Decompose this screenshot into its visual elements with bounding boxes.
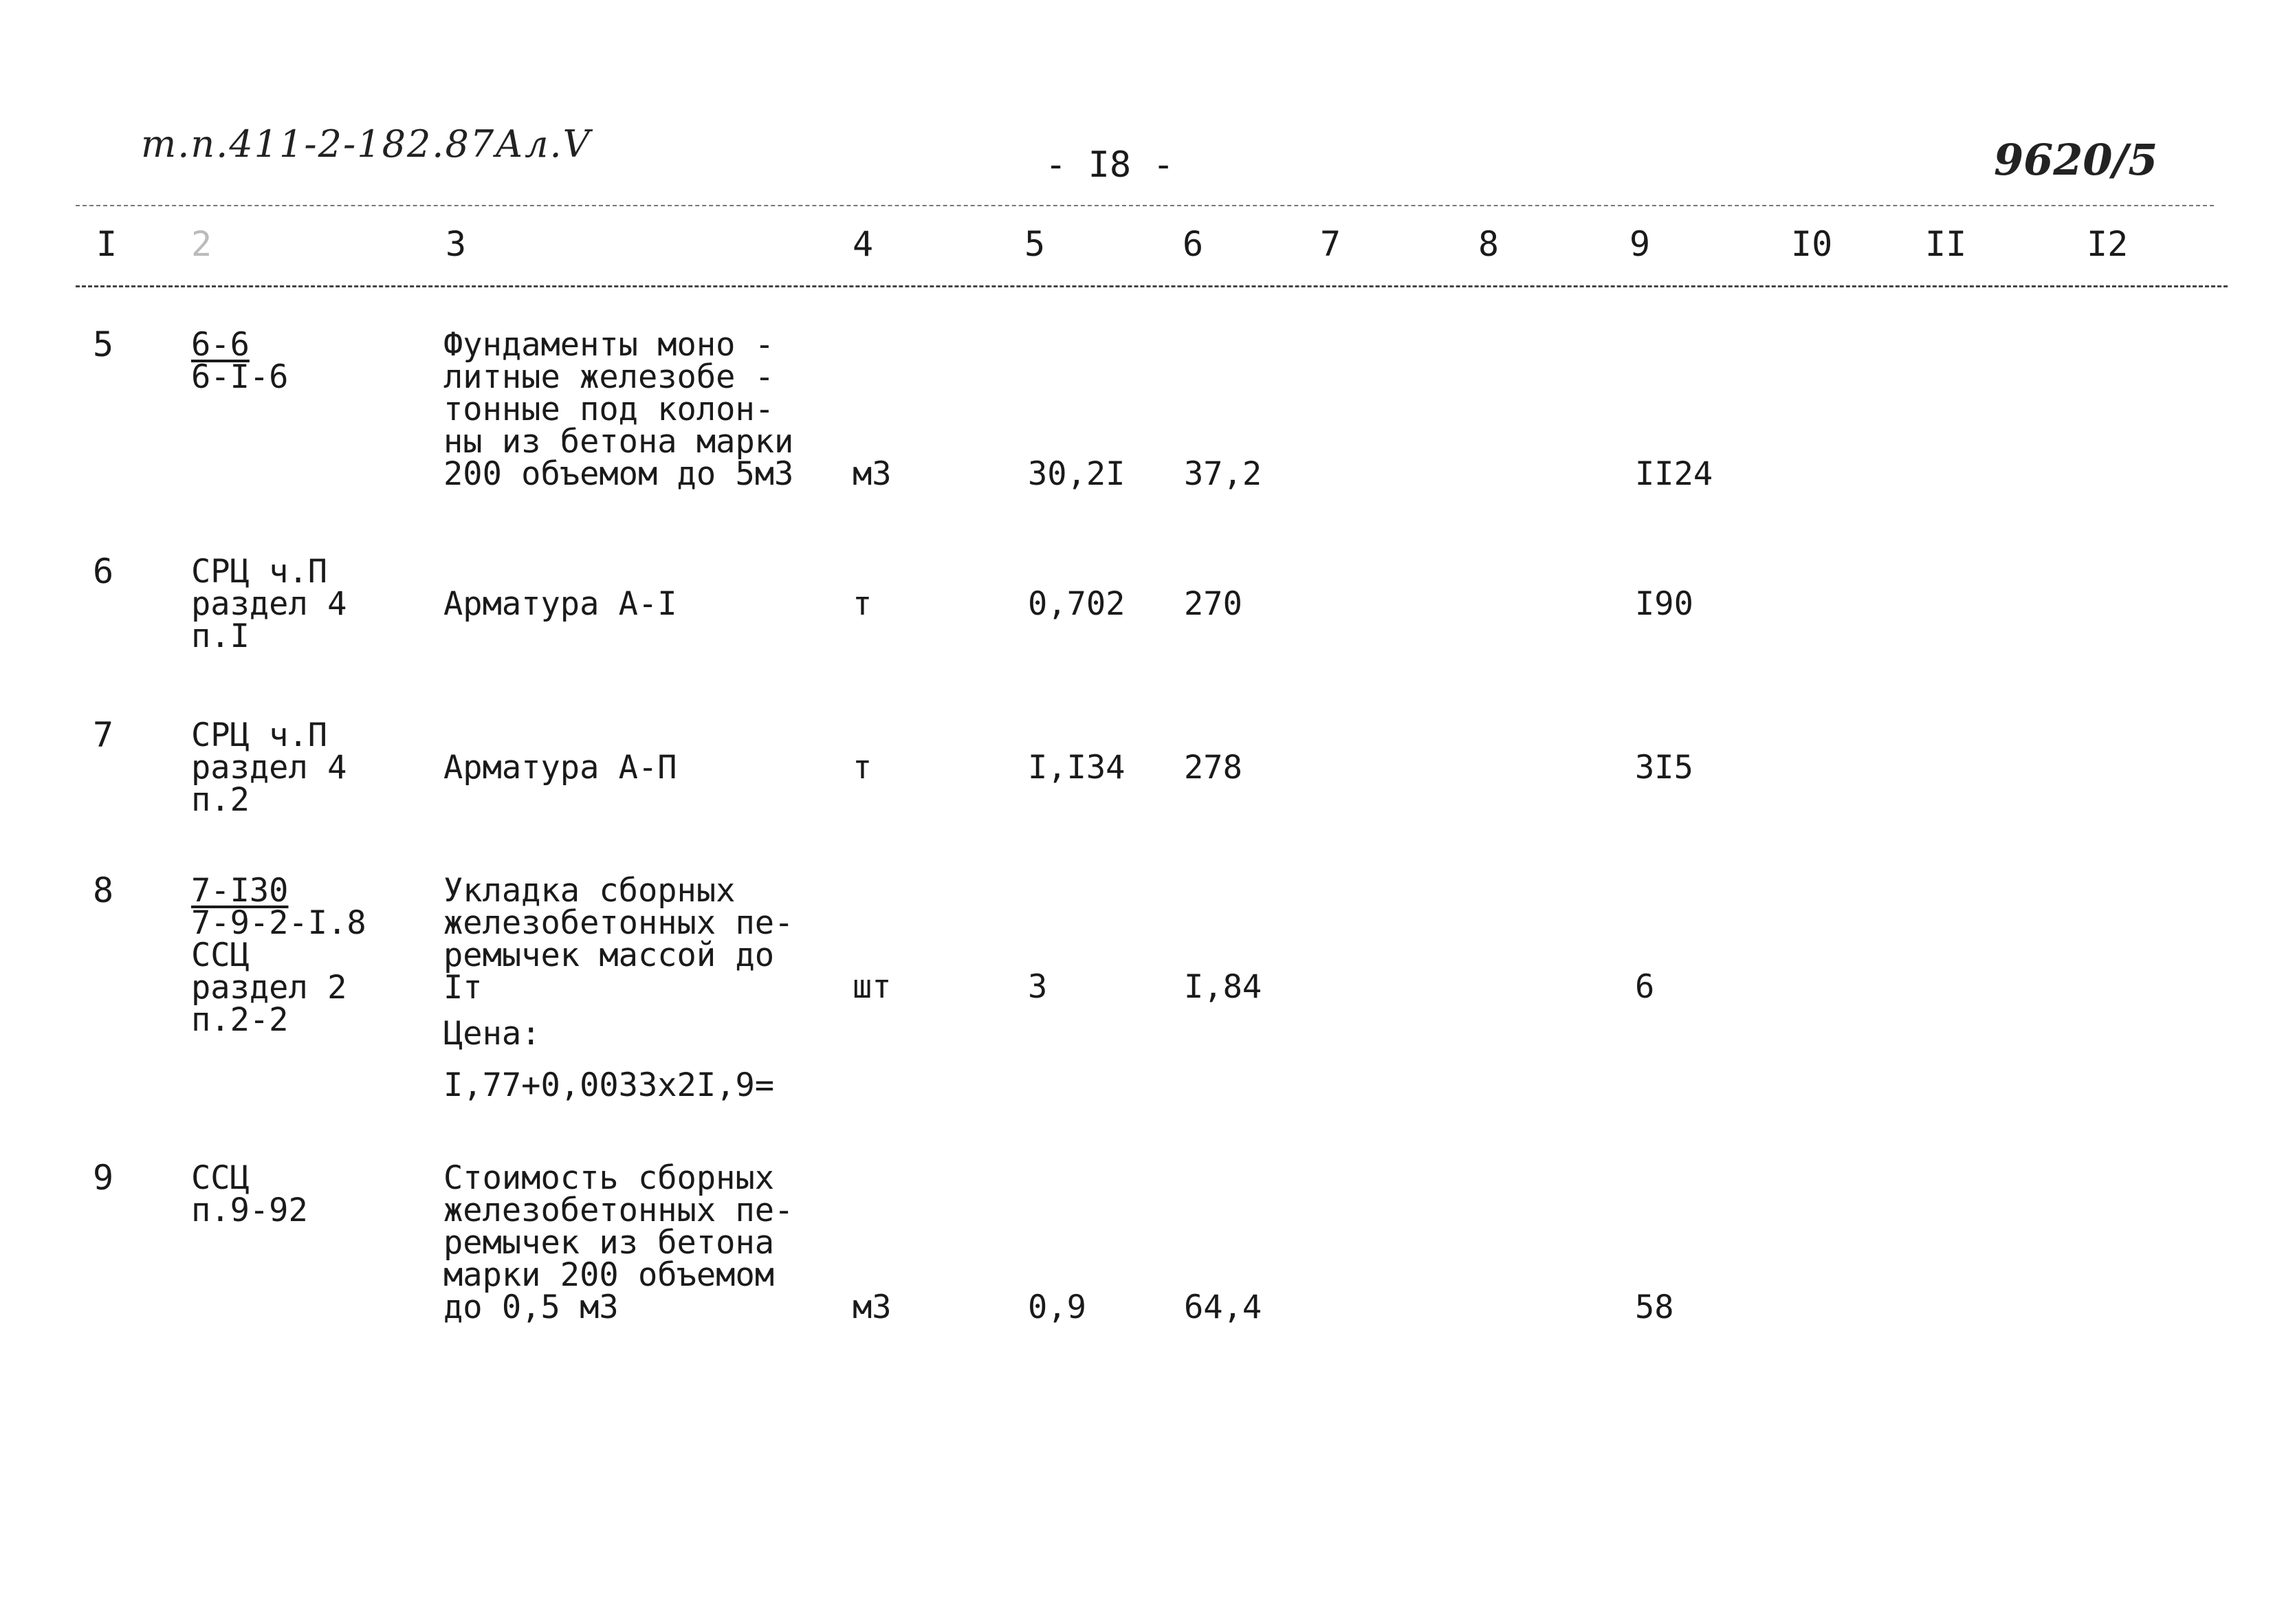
- row-quantity: 3: [1028, 968, 1048, 1006]
- row-description: Фундаменты моно - литные железобе - тонные под колон- ны из бетона марки 200 объемом до 5м3: [443, 326, 794, 493]
- row-description: Арматура А-П: [443, 749, 677, 787]
- column-header: 5: [1024, 224, 1046, 264]
- row-unit-price: 64,4: [1184, 1288, 1262, 1326]
- column-header: II: [1925, 224, 1967, 264]
- row-quantity: 0,9: [1028, 1288, 1086, 1326]
- row-quantity: 30,2I: [1028, 455, 1125, 493]
- row-quantity: I,I34: [1028, 749, 1125, 787]
- document-code: т.п.411-2-182.87Ал.V: [141, 122, 591, 166]
- row-description: Арматура А-I: [443, 585, 677, 623]
- row-reference: 6-6 6-I-6: [191, 326, 289, 396]
- column-header: 6: [1183, 224, 1204, 264]
- column-header: 2: [191, 224, 212, 264]
- row-reference: СРЦ ч.П раздел 4 п.2: [191, 716, 347, 819]
- column-header: 8: [1478, 224, 1500, 264]
- column-header: 7: [1320, 224, 1341, 264]
- row-unit: шт: [853, 968, 892, 1006]
- column-header: I0: [1791, 224, 1833, 264]
- row-total: 58: [1635, 1288, 1674, 1326]
- column-header: I2: [2087, 224, 2129, 264]
- row-number: 6: [93, 551, 114, 591]
- row-number: 5: [93, 325, 114, 364]
- page-number: - I8 -: [1045, 144, 1174, 186]
- row-reference: 7-I30 7-9-2-I.8 ССЦ раздел 2 п.2-2: [191, 872, 366, 1039]
- row-number: 7: [93, 715, 114, 755]
- row-reference: ССЦ п.9-92: [191, 1159, 308, 1229]
- price-note-formula: I,77+0,0033х2I,9=: [443, 1066, 775, 1104]
- row-number: 8: [93, 870, 114, 910]
- row-unit-price: 37,2: [1184, 455, 1262, 493]
- row-unit-price: I,84: [1184, 968, 1262, 1006]
- column-header: 4: [853, 224, 874, 264]
- row-unit: т: [853, 585, 872, 623]
- row-total: II24: [1635, 455, 1713, 493]
- price-note-label: Цена:: [443, 1015, 541, 1053]
- row-unit: т: [853, 749, 872, 787]
- row-unit: м3: [853, 455, 892, 493]
- row-total: I90: [1635, 585, 1693, 623]
- row-unit-price: 278: [1184, 749, 1242, 787]
- column-header: 3: [446, 224, 467, 264]
- top-rule: [76, 205, 2214, 206]
- header-rule: [76, 285, 2228, 287]
- row-unit: м3: [853, 1288, 892, 1326]
- row-reference: СРЦ ч.П раздел 4 п.I: [191, 553, 347, 655]
- row-total: 6: [1635, 968, 1655, 1006]
- row-unit-price: 270: [1184, 585, 1242, 623]
- row-total: 3I5: [1635, 749, 1693, 787]
- column-header: 9: [1629, 224, 1651, 264]
- row-description: Укладка сборных железобетонных пе- ремычек массой до Iт: [443, 872, 794, 1007]
- row-quantity: 0,702: [1028, 585, 1125, 623]
- document-number: 9620/5: [1994, 135, 2158, 185]
- column-header: I: [96, 224, 118, 264]
- row-number: 9: [93, 1158, 114, 1198]
- row-description: Стоимость сборных железобетонных пе- ремычек из бетона марки 200 объемом до 0,5 м3: [443, 1159, 794, 1326]
